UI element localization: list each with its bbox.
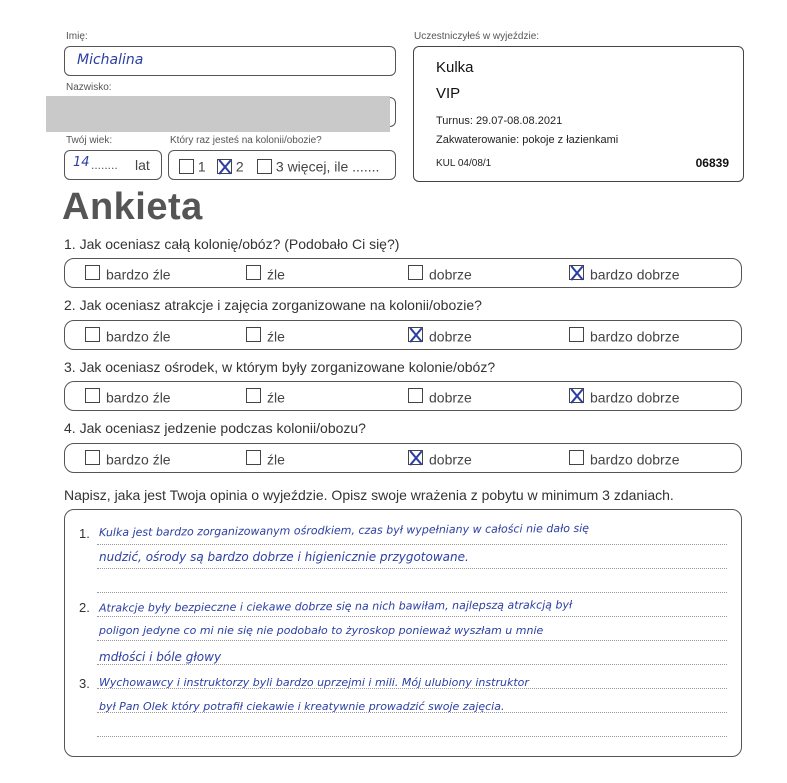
trip-info-card <box>413 46 744 182</box>
handwritten-line-1: Kulka jest bardzo zorganizowanym ośrodkiem, czas był wypełniany w całości nie dało się <box>98 521 590 540</box>
question-2: 2. Jak oceniasz atrakcje i zajęcia zorganizowane na kolonii/obozie? <box>64 297 482 313</box>
q3-checkbox-2[interactable] <box>246 388 261 403</box>
times-field <box>168 150 396 180</box>
question-1: 1. Jak oceniasz całą kolonię/obóz? (Podobało Ci się?) <box>64 236 400 252</box>
trip-label: Uczestniczyłeś w wyjeździe: <box>414 31 540 42</box>
times-option-2-label: 2 <box>235 158 244 175</box>
q1-option-zle[interactable]: źle <box>246 265 285 282</box>
q2-option-bardzo-zle[interactable]: bardzo źle <box>85 327 171 344</box>
age-dots: ........ <box>91 158 118 172</box>
q1-option-bardzo-dobrze[interactable]: bardzo dobrze <box>569 265 680 282</box>
q1-checkbox-2[interactable] <box>246 265 261 280</box>
q4-option-dobrze[interactable]: dobrze <box>408 450 472 467</box>
q2-checkbox-2[interactable] <box>246 327 261 342</box>
q3-option-zle[interactable]: źle <box>246 388 285 405</box>
ruling-line <box>97 640 727 641</box>
times-checkbox-2[interactable] <box>217 159 232 174</box>
handwritten-line-3: Atrakcje były bezpieczne i ciekawe dobrze się na nich bawiłam, najlepszą atrakcją był <box>98 598 573 615</box>
q4-checkbox-3[interactable] <box>408 450 423 465</box>
trip-accommodation: Zakwaterowanie: pokoje z łazienkami <box>436 134 619 146</box>
page-title: Ankieta <box>62 186 203 228</box>
surname-label: Nazwisko: <box>66 82 112 93</box>
q2-checkbox-4[interactable] <box>569 327 584 342</box>
q4-checkbox-1[interactable] <box>85 450 100 465</box>
q3-option-bardzo-zle[interactable]: bardzo źle <box>85 388 171 405</box>
trip-term: Turnus: 29.07-08.08.2021 <box>436 115 563 127</box>
times-option-2[interactable] <box>217 157 244 174</box>
q2-checkbox-3[interactable] <box>408 327 423 342</box>
answer-row-2 <box>64 320 742 350</box>
q4-checkbox-4[interactable] <box>569 450 584 465</box>
q2-option-zle[interactable]: źle <box>246 327 285 344</box>
times-option-3[interactable] <box>257 157 379 174</box>
name-label: Imię: <box>66 31 88 42</box>
ruling-line <box>97 736 727 737</box>
q4-option-zle[interactable]: źle <box>246 450 285 467</box>
q3-option-dobrze[interactable]: dobrze <box>408 388 472 405</box>
answer-row-1 <box>64 258 742 288</box>
times-checkbox-1[interactable] <box>179 159 194 174</box>
name-field[interactable] <box>64 46 396 76</box>
ruling-line <box>97 616 727 617</box>
times-option-1-label: 1 <box>197 158 206 175</box>
q3-checkbox-3[interactable] <box>408 388 423 403</box>
q4-checkbox-2[interactable] <box>246 450 261 465</box>
q2-option-dobrze[interactable]: dobrze <box>408 327 472 344</box>
handwritten-line-2: nudzić, ośrody są bardzo dobrze i higienicznie przygotowane. <box>99 550 469 564</box>
age-field[interactable] <box>64 150 162 180</box>
age-unit: lat <box>135 157 150 173</box>
opinion-prompt: Napisz, jaka jest Twoja opinia o wyjeździe. Opisz swoje wrażenia z pobytu w minimum 3 zdaniach. <box>64 487 674 503</box>
handwritten-line-6: Wychowawcy i instruktorzy byli bardzo uprzejmi i mili. Mój ulubiony instruktor <box>99 676 529 689</box>
q1-checkbox-3[interactable] <box>408 265 423 280</box>
q2-option-bardzo-dobrze[interactable]: bardzo dobrze <box>569 327 680 344</box>
q4-option-bardzo-dobrze[interactable]: bardzo dobrze <box>569 450 680 467</box>
times-option-1[interactable] <box>179 157 206 174</box>
age-value: 14 <box>73 155 90 170</box>
age-label: Twój wiek: <box>66 135 113 146</box>
handwritten-line-4: poligon jedyne co mi nie się nie podobało to żyroskop ponieważ wyszłam u mnie <box>99 624 544 637</box>
redaction-block <box>46 96 390 132</box>
q3-option-bardzo-dobrze[interactable]: bardzo dobrze <box>569 388 680 405</box>
entry-number-1: 1. <box>79 526 90 541</box>
ruling-line <box>97 592 727 593</box>
q3-checkbox-1[interactable] <box>85 388 100 403</box>
trip-name: Kulka <box>436 59 474 76</box>
q4-option-bardzo-zle[interactable]: bardzo źle <box>85 450 171 467</box>
trip-tier: VIP <box>436 85 461 102</box>
q1-option-bardzo-zle[interactable]: bardzo źle <box>85 265 171 282</box>
name-value: Michalina <box>77 52 144 68</box>
q1-option-dobrze[interactable]: dobrze <box>408 265 472 282</box>
ruling-line <box>97 568 727 569</box>
question-3: 3. Jak oceniasz ośrodek, w którym były zorganizowane kolonie/obóz? <box>64 359 496 375</box>
question-4: 4. Jak oceniasz jedzenie podczas kolonii/obozu? <box>64 420 366 436</box>
entry-number-2: 2. <box>79 600 90 615</box>
q1-checkbox-1[interactable] <box>85 265 100 280</box>
handwritten-line-5: mdłości i bóle głowy <box>99 650 222 664</box>
ruling-line <box>97 544 727 545</box>
ruling-line <box>97 664 727 665</box>
entry-number-3: 3. <box>79 676 90 691</box>
handwritten-line-7: był Pan Olek który potrafił ciekawie i kreatywnie prowadzić swoje zajęcia. <box>99 700 505 713</box>
opinion-box[interactable] <box>64 509 742 757</box>
q2-checkbox-1[interactable] <box>85 327 100 342</box>
times-option-3-label: 3 więcej, ile ....... <box>275 158 380 175</box>
times-checkbox-3[interactable] <box>257 159 272 174</box>
answer-row-3 <box>64 381 742 411</box>
times-label: Który raz jesteś na kolonii/obozie? <box>170 135 322 146</box>
q3-checkbox-4[interactable] <box>569 388 584 403</box>
trip-number: 06839 <box>695 156 729 170</box>
answer-row-4 <box>64 443 742 473</box>
trip-code: KUL 04/08/1 <box>436 158 492 169</box>
q1-checkbox-4[interactable] <box>569 265 584 280</box>
